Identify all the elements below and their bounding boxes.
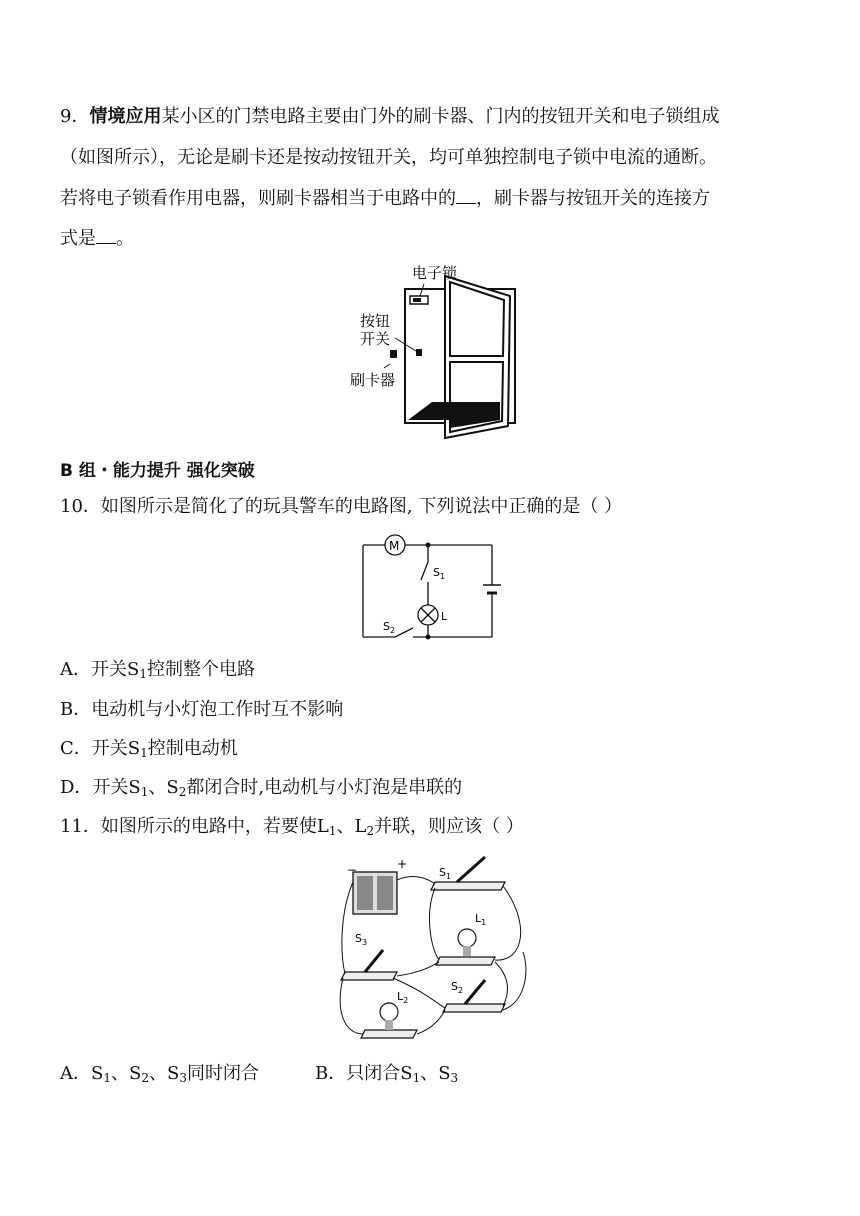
s3-label: $S_3$ xyxy=(355,932,368,947)
button-label-1: 按钮 xyxy=(360,312,391,330)
q9-line-2 xyxy=(60,145,717,171)
motor-label: M xyxy=(389,539,400,553)
q10-option-d[interactable]: D．开关$S_1$、$S_2$都闭合时,电动机与小灯泡是串联的 xyxy=(60,777,463,799)
q11-option-b[interactable]: B．只闭合$S_1$、$S_3$ xyxy=(315,1063,459,1085)
q9-text-3b: ，刷卡器与按钮开关的连接方 xyxy=(476,188,710,209)
battery-minus: − xyxy=(347,863,358,877)
q9-line-4 xyxy=(60,225,134,252)
l1-label: $L_1$ xyxy=(475,912,487,927)
q9-text-2: （如图所示），无论是刷卡还是按动按钮开关，均可单独控制电子锁中电流的通断。 xyxy=(60,147,717,168)
lamp-label: L xyxy=(441,610,448,623)
q10-option-c[interactable]: C．开关$S_1$控制电动机 xyxy=(60,738,238,760)
q9-text-1: 某小区的门禁电路主要由门外的刷卡器、门内的按钮开关和电子锁组成 xyxy=(161,106,720,127)
q9-text-4b: 。 xyxy=(116,228,134,249)
q9-blank-2[interactable] xyxy=(96,225,116,244)
s1-label: $S_1$ xyxy=(433,566,446,581)
q11-option-a[interactable]: A．$S_1$、$S_2$、$S_3$同时闭合 xyxy=(60,1063,259,1085)
q11-circuit-figure xyxy=(335,852,535,1050)
q9-tag: 情境应用 xyxy=(89,106,162,127)
q9-text-3a: 若将电子锁看作用电器，则刷卡器相当于电路中的 xyxy=(60,188,456,209)
q9-number: 9． xyxy=(60,106,90,127)
s2-label: $S_2$ xyxy=(383,620,396,635)
q10-option-b[interactable]: B．电动机与小灯泡工作时互不影响 xyxy=(60,699,344,720)
s1-label: $S_1$ xyxy=(439,866,452,881)
lock-label: 电子锁 xyxy=(412,264,458,282)
q9-blank-1[interactable] xyxy=(456,185,476,204)
q11-stem: 11．如图所示的电路中，若要使$L_1$、$L_2$并联，则应该（ ） xyxy=(60,816,524,838)
button-label-2: 开关 xyxy=(360,330,391,348)
s2-label: $S_2$ xyxy=(451,980,464,995)
q10-stem: 10．如图所示是简化了的玩具警车的电路图, 下列说法中正确的是（ ） xyxy=(60,496,623,517)
q9-line-3 xyxy=(60,185,710,212)
q9-line-1 xyxy=(60,104,719,130)
l2-label: $L_2$ xyxy=(397,990,409,1005)
reader-label: 刷卡器 xyxy=(350,371,396,389)
q10-option-a[interactable]: A．开关$S_1$控制整个电路 xyxy=(60,659,255,681)
battery-plus: + xyxy=(397,857,408,871)
section-b-heading: B 组・能力提升 强化突破 xyxy=(60,461,255,481)
q10-circuit-figure xyxy=(355,530,505,645)
q9-door-figure xyxy=(340,256,530,446)
q9-text-4a: 式是 xyxy=(60,228,96,249)
